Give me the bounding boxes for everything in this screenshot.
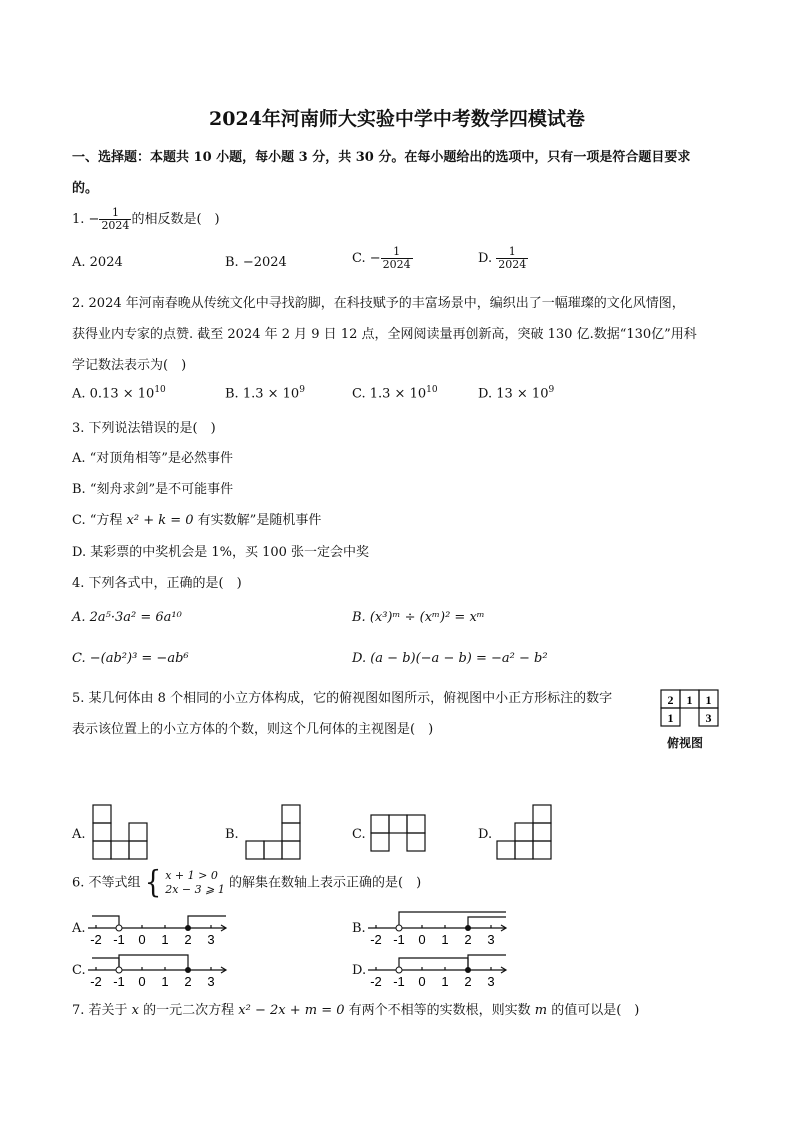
- system-brace: {: [144, 865, 162, 901]
- q4-option-a[interactable]: A. 2a⁵·3a² = 6a¹⁰: [72, 610, 182, 625]
- tick-label: 0: [138, 974, 146, 989]
- q1-suffix: 的相反数是( ): [131, 212, 220, 227]
- q2-option-b[interactable]: B. $1.3 \times 10^9$: [225, 385, 305, 402]
- number-line-a: [88, 910, 233, 950]
- tick-label: 0: [138, 932, 146, 947]
- question-3: 3. 下列说法错误的是( ): [72, 421, 216, 436]
- top-view-figure: [660, 689, 720, 729]
- question-1: [72, 207, 220, 232]
- tick-label: 0: [418, 932, 426, 947]
- grid-cell: 1: [686, 693, 693, 707]
- question-5-line1: 5. 某几何体由 8 个相同的小立方体构成，它的俯视图如图所示，俯视图中小正方形标注的数字: [72, 691, 613, 706]
- q5-option-b[interactable]: B.: [225, 827, 239, 842]
- q1-option-b[interactable]: B. −2024: [225, 255, 287, 270]
- tick-label: 1: [441, 974, 449, 989]
- tick-label: -1: [113, 974, 125, 989]
- number-line-c: [88, 952, 233, 992]
- tick-label: -1: [113, 932, 125, 947]
- tick-label: 0: [418, 974, 426, 989]
- q2-option-a[interactable]: A. $0.13 \times 10^{10}$: [72, 385, 166, 402]
- tick-label: -2: [370, 932, 382, 947]
- tick-label: -2: [90, 932, 102, 947]
- question-6: 6. 不等式组 { x + 1 > 0 2x − 3 ⩾ 1 的解集在数轴上表示正确的是( ): [72, 865, 422, 901]
- question-2-line1: 2. 2024 年河南春晚从传统文化中寻找韵脚，在科技赋予的丰富场景中，编织出了一幅璀璨的文化风情图，: [72, 296, 685, 311]
- page-title: 2024年河南师大实验中学中考数学四模试卷: [209, 108, 585, 130]
- q6-option-d[interactable]: D.: [352, 963, 367, 978]
- tick-label: 2: [184, 932, 192, 947]
- q5-figure-c: [370, 814, 428, 854]
- tick-label: 3: [207, 932, 215, 947]
- q2-option-c[interactable]: C. $1.3 \times 10^{10}$: [352, 385, 438, 402]
- tick-label: 1: [441, 932, 449, 947]
- tick-label: 2: [464, 932, 472, 947]
- q1-fraction: $\frac{1}{2024}$: [101, 206, 130, 232]
- q4-option-d[interactable]: D. (a − b)(−a − b) = −a² − b²: [352, 651, 548, 666]
- tick-label: 3: [487, 974, 495, 989]
- grid-cell: 2: [667, 693, 674, 707]
- q1-option-a[interactable]: A. 2024: [72, 255, 123, 270]
- q5-option-c[interactable]: C.: [352, 827, 366, 842]
- tick-label: -2: [90, 974, 102, 989]
- q3-option-c[interactable]: C. “方程 x² + k = 0 有实数解”是随机事件: [72, 513, 322, 528]
- top-view-caption: 俯视图: [667, 736, 704, 750]
- question-2-line2: 获得业内专家的点赞. 截至 2024 年 2 月 9 日 12 点，全网阅读量再创新高，突破 130 亿.数据“130亿”用科: [72, 327, 697, 342]
- q6-option-b[interactable]: B.: [352, 921, 366, 936]
- inequality-system: x + 1 > 0 2x − 3 ⩾ 1: [165, 869, 225, 896]
- q1-option-c[interactable]: C. − $\frac{1}{2024}$: [352, 245, 411, 271]
- q6-option-a[interactable]: A.: [72, 921, 86, 936]
- q4-option-c[interactable]: C. −(ab²)³ = −ab⁶: [72, 651, 189, 666]
- tick-label: 3: [207, 974, 215, 989]
- grid-cell: 3: [705, 711, 712, 725]
- question-2-line3: 学记数法表示为( ): [72, 358, 187, 373]
- q5-figure-a: [92, 804, 150, 862]
- tick-label: -2: [370, 974, 382, 989]
- q5-option-d[interactable]: D.: [478, 827, 493, 842]
- tick-label: -1: [393, 974, 405, 989]
- q3-option-d[interactable]: D. 某彩票的中奖机会是 1%，买 100 张一定会中奖: [72, 545, 370, 560]
- q3-option-b[interactable]: B. “刻舟求剑”是不可能事件: [72, 482, 234, 497]
- q4-option-b[interactable]: B. (x³)ᵐ ÷ (xᵐ)² = xᵐ: [352, 610, 485, 625]
- q3-option-a[interactable]: A. “对顶角相等”是必然事件: [72, 451, 233, 466]
- q1-prefix: 1. −: [72, 212, 100, 227]
- question-4: 4. 下列各式中，正确的是( ): [72, 576, 242, 591]
- tick-label: 3: [487, 932, 495, 947]
- tick-label: 2: [184, 974, 192, 989]
- q6-option-c[interactable]: C.: [72, 963, 86, 978]
- section-heading-cont: 的。: [72, 181, 99, 196]
- grid-cell: 1: [705, 693, 712, 707]
- question-5-line2: 表示该位置上的小立方体的个数，则这个几何体的主视图是( ): [72, 722, 434, 737]
- q5-figure-b: [245, 804, 303, 862]
- q5-option-a[interactable]: A.: [72, 827, 86, 842]
- tick-label: -1: [393, 932, 405, 947]
- question-7: 7. 若关于 x 的一元二次方程 x² − 2x + m = 0 有两个不相等的实数根，则实数 m 的值可以是( ): [72, 1003, 640, 1018]
- tick-label: 1: [161, 974, 169, 989]
- number-line-d: [368, 952, 513, 992]
- q1-option-d[interactable]: D. $\frac{1}{2024}$: [478, 245, 527, 271]
- tick-label: 1: [161, 932, 169, 947]
- q5-figure-d: [496, 804, 554, 862]
- tick-label: 2: [464, 974, 472, 989]
- number-line-b: [368, 910, 513, 950]
- grid-cell: 1: [667, 711, 674, 725]
- section-heading: 一、选择题：本题共 10 小题，每小题 3 分，共 30 分。在每小题给出的选项中，只有一项是符合题目要求: [72, 150, 691, 165]
- q2-option-d[interactable]: D. $13 \times 10^9$: [478, 385, 555, 402]
